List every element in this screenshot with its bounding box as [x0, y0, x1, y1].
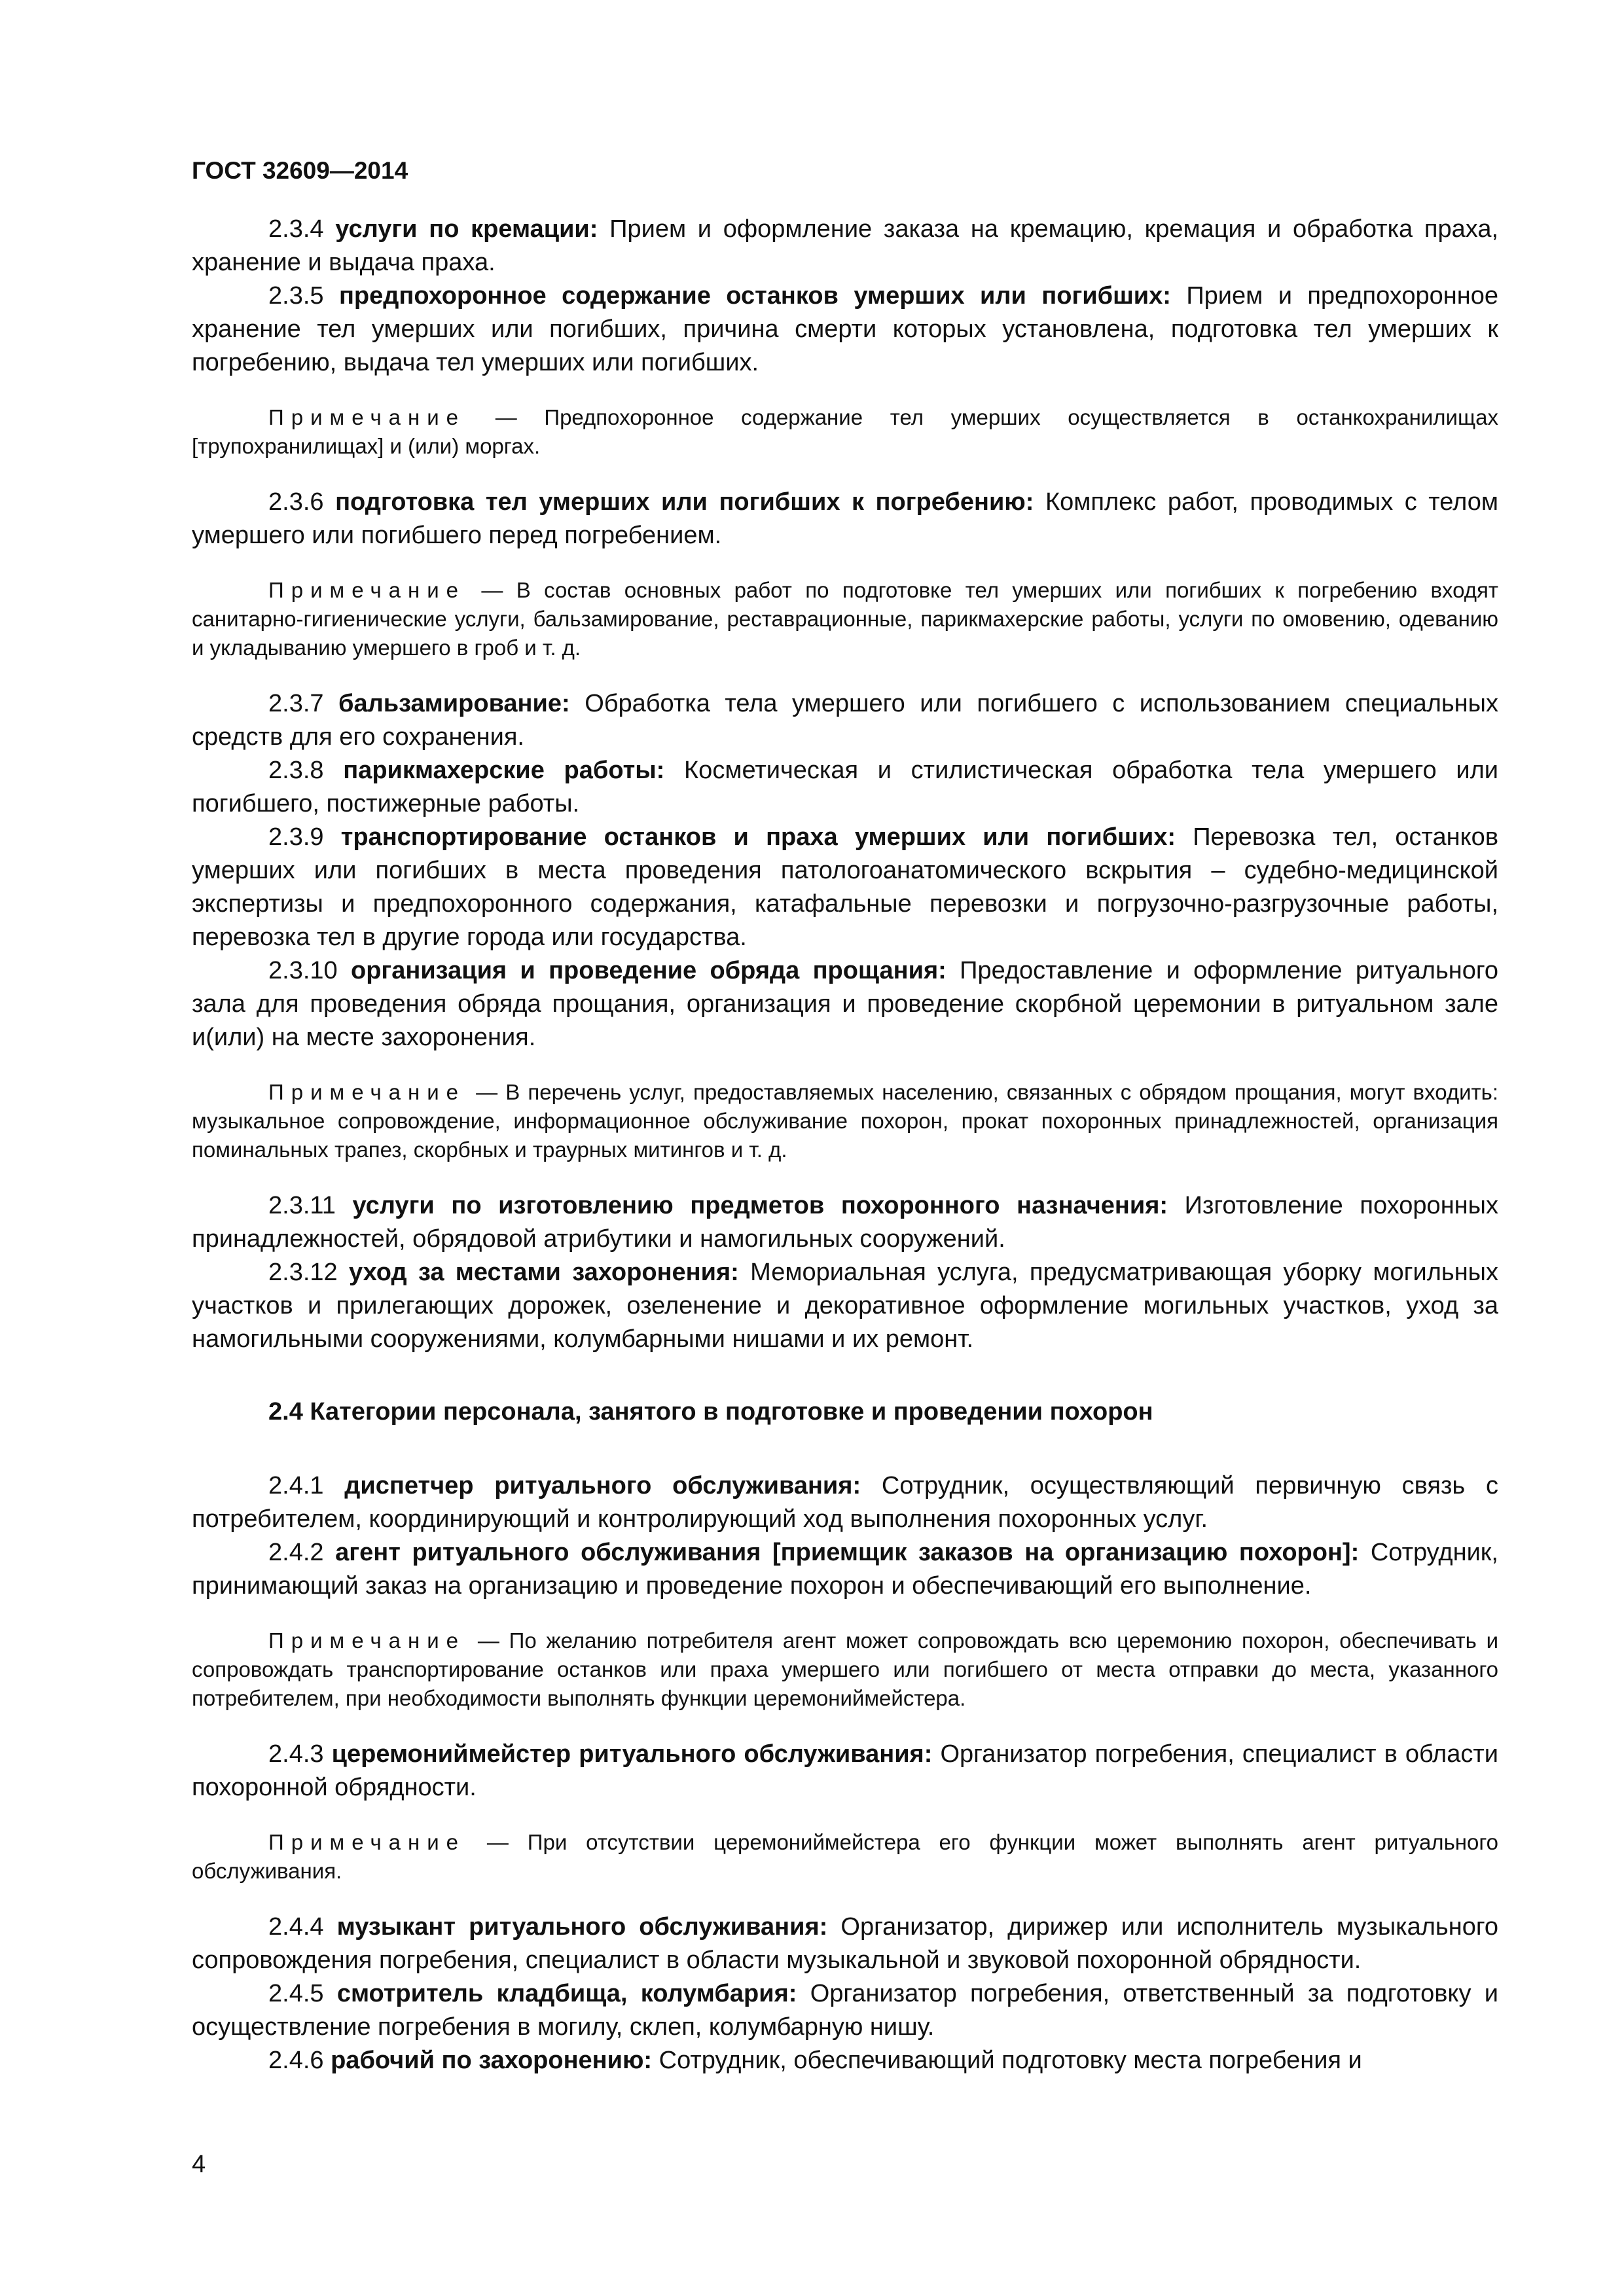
note-text: — Предпохоронное содержание тел умерших осуществляется в останкохранилищах [трупохранилищах] и (или) моргах. — [192, 405, 1498, 458]
note — [192, 576, 1498, 662]
term: церемониймейстер ритуального обслуживания: — [331, 1740, 933, 1768]
definition-text: Организатор, дирижер или исполнитель музыкального сопровождения погребения, специалист в области музыкальной и звуковой похоронной обрядности. — [192, 1913, 1499, 1974]
note-text: — В состав основных работ по подготовке тел умерших или погибших к погребению входят санитарно-гигиенические услуги, бальзамирование, реставрационные, парикмахерские работы, услуги по омовению, одеванию и укладыванию умершего в гроб и т. д. — [192, 578, 1498, 660]
note-label: Примечание — [268, 1628, 466, 1653]
definition-text: Прием и предпохоронное хранение тел умерших или погибших, причина смерти которых установлена, подготовка тел умерших к погребению, выдача тел умерших или погибших. — [192, 282, 1499, 376]
definition-text: Организатор погребения, ответственный за подготовку и осуществление погребения в могилу, склеп, колумбарную нишу. — [192, 1980, 1498, 2041]
note-label: Примечание — [268, 405, 466, 429]
definition-text: Косметическая и стилистическая обработка тела умершего или погибшего, постижерные работы. — [192, 757, 1498, 817]
definition-paragraph — [192, 213, 1498, 279]
clause-number: 2.4.6 — [268, 2047, 324, 2074]
note — [192, 1626, 1498, 1713]
document-header-code: ГОСТ 32609—2014 — [192, 157, 408, 184]
note-label: Примечание — [268, 578, 466, 602]
term: услуги по кремации: — [335, 215, 598, 243]
term: бальзамирование: — [338, 690, 570, 717]
definition-paragraph — [192, 1910, 1498, 1977]
definition-paragraph — [192, 1977, 1498, 2044]
clause-number: 2.3.12 — [268, 1259, 338, 1286]
term: музыкант ритуального обслуживания: — [336, 1913, 828, 1941]
term: транспортирование останков и праха умерших или погибших: — [340, 823, 1176, 851]
definition-paragraph — [192, 486, 1498, 552]
definition-paragraph — [192, 1738, 1498, 1804]
clause-number: 2.4.5 — [268, 1980, 324, 2007]
definition-text: Изготовление похоронных принадлежностей, обрядовой атрибутики и намогильных сооружений. — [192, 1192, 1498, 1253]
page-number: 4 — [192, 2151, 206, 2178]
clause-number: 2.3.5 — [268, 282, 324, 310]
term: подготовка тел умерших или погибших к погребению: — [335, 488, 1034, 516]
term: услуги по изготовлению предметов похоронного назначения: — [352, 1192, 1168, 1219]
term: парикмахерские работы: — [343, 757, 665, 784]
definition-paragraph — [192, 754, 1498, 821]
clause-number: 2.4.3 — [268, 1740, 324, 1768]
term: диспетчер ритуального обслуживания: — [344, 1472, 861, 1499]
section-heading: 2.4 Категории персонала, занятого в подготовке и проведении похорон — [268, 1398, 1153, 1426]
definition-paragraph — [192, 687, 1498, 754]
document-body — [192, 213, 1498, 2077]
definition-text: Прием и оформление заказа на кремацию, кремация и обработка праха, хранение и выдача праха. — [192, 215, 1499, 276]
definition-paragraph — [192, 954, 1498, 1054]
term: организация и проведение обряда прощания: — [350, 957, 947, 984]
term: рабочий по захоронению: — [331, 2047, 653, 2074]
note-text: — По желанию потребителя агент может сопровождать всю церемонию похорон, обеспечивать и сопровождать транспортирование останков или праха умершего или погибшего от места отправки до места, указанного потребителем, при необходимости выполнять функции церемониймейстера. — [192, 1628, 1499, 1710]
clause-number: 2.3.8 — [268, 757, 324, 784]
definition-paragraph — [192, 1256, 1498, 1356]
definition-text: Перевозка тел, останков умерших или погибших в места проведения патологоанатомического вскрытия – судебно-медицинской экспертизы и предпохоронного содержания, катафальные перевозки и погрузочно-разгрузочные работы, перевозка тел в другие города или государства. — [192, 823, 1499, 951]
term: агент ритуального обслуживания [приемщик заказов на организацию похорон]: — [335, 1539, 1360, 1566]
definition-text: Сотрудник, принимающий заказ на организацию и проведение похорон и обеспечивающий его выполнение. — [192, 1539, 1498, 1600]
clause-number: 2.4.1 — [268, 1472, 324, 1499]
definition-text: Организатор погребения, специалист в области похоронной обрядности. — [192, 1740, 1498, 1801]
clause-number: 2.3.7 — [268, 690, 324, 717]
clause-number: 2.4.2 — [268, 1539, 324, 1566]
clause-number: 2.4.4 — [268, 1913, 324, 1941]
definition-paragraph — [192, 821, 1498, 954]
note — [192, 1828, 1498, 1886]
clause-number: 2.3.4 — [268, 215, 324, 243]
definition-paragraph — [192, 279, 1498, 380]
note-label: Примечание — [268, 1080, 466, 1104]
clause-number: 2.3.6 — [268, 488, 324, 516]
definition-paragraph — [192, 1469, 1498, 1536]
definition-text: Мемориальная услуга, предусматривающая уборку могильных участков и прилегающих дорожек, озеленение и декоративное оформление могильных участков, уход за намогильными сооружениями, колумбарными нишами и их ремонт. — [192, 1259, 1498, 1353]
definition-text: Предоставление и оформление ритуального зала для проведения обряда прощания, организация и проведение скорбной церемонии в ритуальном зале и(или) на месте захоронения. — [192, 957, 1499, 1051]
note-text: — При отсутствии церемониймейстера его функции может выполнять агент ритуального обслуживания. — [192, 1830, 1498, 1883]
definition-text: Обработка тела умершего или погибшего с использованием специальных средств для его сохранения. — [192, 690, 1498, 751]
definition-text: Сотрудник, осуществляющий первичную связь с потребителем, координирующий и контролирующий ход выполнения похоронных услуг. — [192, 1472, 1498, 1533]
definition-paragraph — [192, 1536, 1498, 1603]
definition-text: Сотрудник, обеспечивающий подготовку места погребения и — [659, 2047, 1362, 2074]
note — [192, 403, 1498, 461]
definition-paragraph — [192, 1189, 1498, 1256]
note-text: — В перечень услуг, предоставляемых населению, связанных с обрядом прощания, могут входить: музыкальное сопровождение, информационное обслуживание похорон, прокат похоронных принадлежностей, организация поминальных трапез, скорбных и траурных митингов и т. д. — [192, 1080, 1498, 1162]
clause-number: 2.3.10 — [268, 957, 338, 984]
term: предпохоронное содержание останков умерших или погибших: — [338, 282, 1171, 310]
definition-text: Комплекс работ, проводимых с телом умершего или погибшего перед погребением. — [192, 488, 1498, 549]
clause-number: 2.3.11 — [268, 1192, 336, 1219]
term: уход за местами захоронения: — [349, 1259, 739, 1286]
clause-number: 2.3.9 — [268, 823, 324, 851]
definition-paragraph — [192, 2044, 1498, 2077]
note-label: Примечание — [268, 1830, 466, 1854]
term: смотритель кладбища, колумбария: — [336, 1980, 797, 2007]
note — [192, 1078, 1498, 1164]
